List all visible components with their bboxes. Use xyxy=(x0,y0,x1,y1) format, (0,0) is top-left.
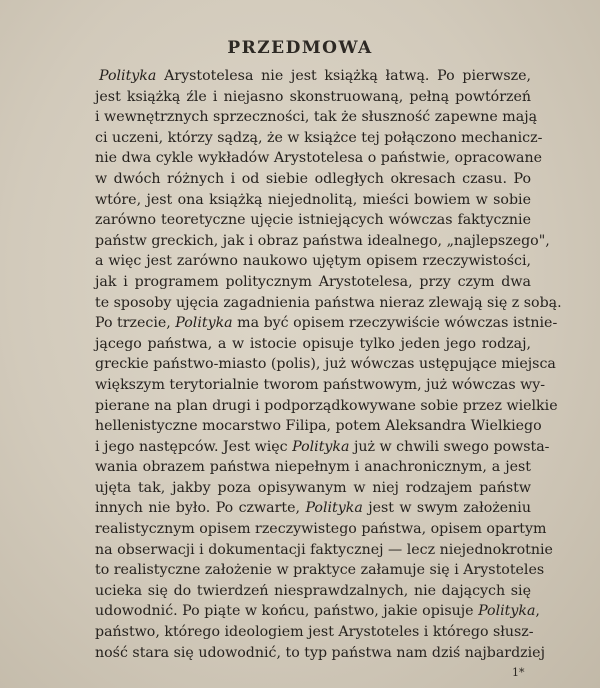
text-line: nie dwa cykle wykładów Arystotelesa o państwie, opracowane xyxy=(95,150,543,167)
text-line: Po trzecie, Polityka ma być opisem rzeczywiście wówczas istnie- xyxy=(95,315,558,332)
text-line: udowodnić. Po piąte w końcu, państwo, jakie opisuje Polityka, xyxy=(95,603,540,620)
text-line: ci uczeni, którzy sądzą, że w książce tej połączono mechanicz- xyxy=(95,129,543,146)
book-title-italic: Polityka xyxy=(305,500,363,517)
page-title: PRZEDMOWA xyxy=(227,38,373,58)
book-title-italic: Polityka xyxy=(292,438,350,455)
text-line: państw greckich, jak i obraz państwa idealnego, „najlepszego", xyxy=(95,232,550,249)
text-line: zarówno teoretyczne ujęcie istniejących wówczas faktycznie xyxy=(95,212,531,229)
signature-mark: 1* xyxy=(512,666,525,679)
text-line: i wewnętrznych sprzeczności, tak że słuszność zapewne mają xyxy=(95,109,538,126)
text-line: realistycznym opisem rzeczywistego państwa, opisem opartym xyxy=(95,521,547,538)
text-line: jak i programem politycznym Arystotelesa, przy czym dwa xyxy=(95,273,531,290)
text-line: państwo, którego ideologiem jest Arystoteles i którego słusz- xyxy=(95,624,534,641)
text-line: innych nie było. Po czwarte, Polityka jest w swym założeniu xyxy=(95,500,531,517)
text-line: jącego państwa, a w istocie opisuje tylko jeden jego rodzaj, xyxy=(95,335,531,352)
text-line: hellenistyczne mocarstwo Filipa, potem Aleksandra Wielkiego xyxy=(95,418,542,435)
text-line: to realistyczne założenie w praktyce załamuje się i Arystoteles xyxy=(95,562,545,579)
text-line: greckie państwo-miasto (polis), już wówczas ustępujące miejsca xyxy=(95,356,556,373)
text-line: a więc jest zarówno naukowo ujętym opisem rzeczywistości, xyxy=(95,253,531,270)
text-line: te sposoby ujęcia zagadnienia państwa nieraz zlewają się z sobą. xyxy=(95,294,562,311)
text-line: wtóre, jest ona książką niejednolitą, mieści bowiem w sobie xyxy=(95,191,531,208)
text-line: Polityka Arystotelesa nie jest książką łatwą. Po pierwsze, xyxy=(99,68,531,84)
text-line: ność stara się udowodnić, to typ państwa nam dziś najbardziej xyxy=(95,644,545,661)
book-title-italic: Polityka xyxy=(99,68,157,84)
book-title-italic: Polityka xyxy=(478,603,536,620)
text-line: większym terytorialnie tworom państwowym, już wówczas wy- xyxy=(95,376,546,393)
text-line: na obserwacji i dokumentacji faktycznej — lecz niejednokrotnie xyxy=(95,541,553,558)
text-line: pierane na plan drugi i podporządkowywane sobie przez wielkie xyxy=(95,397,558,414)
text-line: ujęta tak, jakby poza opisywanym w niej rodzajem państw xyxy=(95,479,531,496)
text-line: wania obrazem państwa niepełnym i anachronicznym, a jest xyxy=(95,459,531,476)
text-line: jest książką źle i niejasno skonstruowaną, pełną powtórzeń xyxy=(95,88,531,105)
text-line: i jego następców. Jest więc Polityka już w chwili swego powsta- xyxy=(95,438,550,455)
preface-body xyxy=(95,66,562,663)
book-title-italic: Polityka xyxy=(175,315,233,332)
text-line: ucieka się do twierdzeń niesprawdzalnych, nie dających się xyxy=(95,582,531,599)
text-line: w dwóch różnych i od siebie odległych okresach czasu. Po xyxy=(95,170,531,187)
